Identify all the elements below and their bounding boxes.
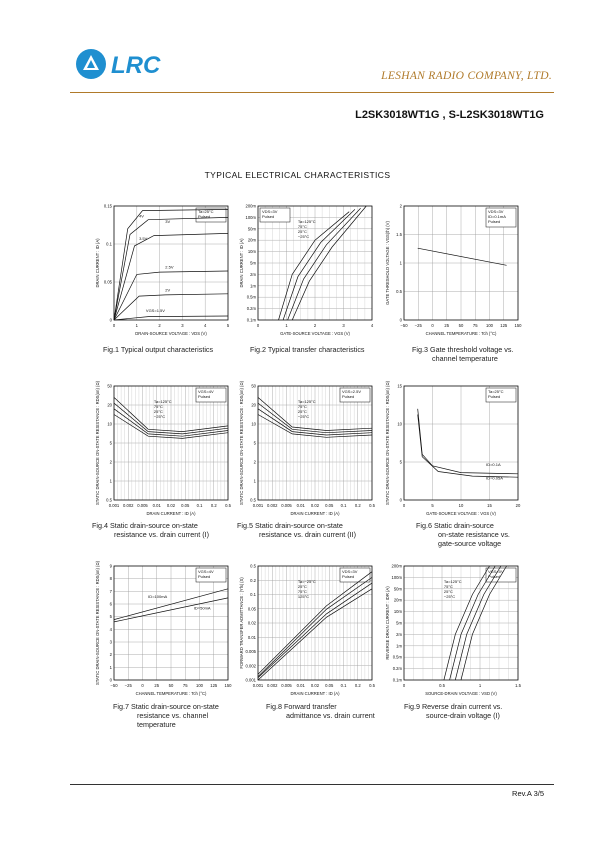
legend-entry: VGS=0V [488,569,504,574]
x-tick-label: 0.05 [325,503,334,508]
x-tick-label: 0.5 [369,683,375,688]
x-tick-label: 0 [256,323,260,328]
x-tick-label: 0.005 [281,683,292,688]
x-tick-label: 0.5 [225,503,231,508]
x-axis-label: CHANNEL TEMPERATURE : Tch (°C) [425,331,497,336]
fig5-chart [236,380,386,525]
y-tick-label: 0.5 [396,289,402,294]
legend-entry: Ta=25°C [198,209,214,214]
curve-label: 25°C [297,584,307,590]
curve-label: 75°C [297,404,307,410]
company-name: LESHAN RADIO COMPANY, LTD. [381,70,552,82]
x-tick-label: 50 [168,683,174,688]
y-tick-label: 200m [391,563,402,569]
x-tick-label: 4 [370,323,374,328]
x-tick-label: 150 [224,683,232,688]
y-tick-label: 0.1 [106,241,112,247]
fig9-caption: Fig.9 Reverse drain current vs. source-drain voltage (I) [404,702,503,720]
fig7-svg [92,560,242,705]
curve-label: 75°C [297,224,307,230]
curve-label: −25°C [443,594,456,600]
curve-label: Ta=125°C [297,219,316,225]
y-tick-label: 10m [393,609,402,615]
curve-label: 3V [165,219,171,225]
y-tick-label: 1 [109,478,112,484]
x-tick-label: 0.002 [123,503,134,508]
x-tick-label: 125 [210,683,218,688]
curve-label: −25°C [153,414,166,420]
x-tick-label: −25 [414,323,422,328]
x-tick-label: 3 [181,323,184,328]
x-tick-label: 0.01 [296,683,305,688]
y-tick-label: 0.05 [103,279,112,285]
x-tick-label: 125 [500,323,508,328]
x-tick-label: 0.5 [369,503,375,508]
x-tick-label: 0.02 [166,503,176,508]
x-tick-label: 5 [226,323,230,328]
legend-entry: Pulsed [342,394,355,399]
y-tick-label: 0.2 [250,577,256,583]
x-axis-label: SOURCE-DRAIN VOLTAGE : VSD (V) [425,691,497,696]
x-axis-label: GATE-SOURCE VOLTAGE : VGS (V) [280,331,350,336]
x-tick-label: −50 [110,683,118,688]
x-tick-label: 20 [515,503,521,508]
y-axis-label: FORWARD TRANSFER ADMITTANCE : |Yfs| (S) [239,577,244,669]
legend-entry: Pulsed [198,214,211,219]
x-tick-label: 5 [431,503,434,508]
legend-entry: Pulsed [342,574,355,579]
y-tick-label: 1 [253,478,256,484]
curve-line [418,248,507,265]
y-tick-label: 50m [393,586,402,592]
y-tick-label: 0.001 [245,677,256,683]
x-tick-label: 75 [182,683,188,688]
y-tick-label: 0.5 [106,497,112,503]
fig1-chart [92,200,242,345]
y-tick-label: 0 [109,677,112,683]
y-tick-label: 0 [109,317,112,323]
section-title: TYPICAL ELECTRICAL CHARACTERISTICS [204,170,391,180]
y-tick-label: 20 [107,402,112,408]
x-tick-label: 50 [458,323,464,328]
x-tick-label: 75 [472,323,478,328]
legend-entry: Pulsed [198,394,211,399]
y-tick-label: 0.002 [245,663,256,669]
y-tick-label: 15 [397,383,402,389]
y-tick-label: 0.1m [392,677,402,683]
y-tick-label: 0.15 [103,203,112,209]
legend-entry: VDS=3V [488,209,504,214]
curve-label: −25°C [297,414,310,420]
y-tick-label: 2m [396,631,402,637]
fig5-caption: Fig.5 Static drain-source on-state resistance vs. drain current (II) [237,521,357,539]
x-tick-label: 1 [285,323,288,328]
curve-label: Ta=125°C [297,399,316,405]
curve-label: VGS=1.5V [145,308,165,314]
curve-line [114,271,228,320]
fig6-svg [382,380,532,525]
legend-entry: Ta=25°C [488,389,504,394]
x-tick-label: 0 [431,323,434,328]
y-tick-label: 0.5m [246,294,256,300]
curve-label: 25°C [153,409,163,415]
x-tick-label: 0.001 [252,683,264,688]
y-tick-label: 0.5 [250,563,256,569]
curve-line [279,212,350,320]
y-tick-label: 10m [247,249,256,255]
x-tick-label: 0.1 [340,683,347,688]
x-axis-label: DRAIN CURRENT : ID (A) [290,691,340,696]
x-tick-label: 0.005 [281,503,292,508]
curve-label: 25°C [297,229,307,235]
x-tick-label: 0.5 [439,683,445,688]
x-tick-label: 0.01 [296,503,305,508]
fig1-svg [92,200,242,345]
y-tick-label: 2 [109,459,112,465]
lrc-logo [74,46,184,82]
y-tick-label: 5m [396,620,402,626]
curve-label: −25°C [297,234,310,240]
x-tick-label: 2 [158,323,161,328]
y-tick-label: 0.005 [245,649,256,654]
y-tick-label: 0.5 [250,497,256,503]
fig3-svg [382,200,532,345]
x-tick-label: 2 [313,323,317,328]
x-tick-label: 0 [402,683,406,688]
y-tick-label: 2 [253,459,256,465]
y-tick-label: 0.05 [247,606,256,612]
fig3-chart [382,200,532,345]
x-axis-label: DRAIN-SOURCE VOLTAGE : VDS (V) [135,331,207,336]
y-tick-label: 20m [393,597,402,603]
y-tick-label: 6 [109,601,112,607]
curve-label: Ta=125°C [153,399,172,405]
page-revision: Rev.A 3/5 [512,789,544,798]
y-tick-label: 20m [247,237,256,243]
y-axis-label: DRAIN CURRENT : ID (A) [95,238,100,288]
fig7-chart [92,560,242,705]
y-tick-label: 1m [396,643,402,649]
y-axis-label: REVERSE DRAIN CURRENT : IDR (A) [385,586,390,660]
y-tick-label: 2 [109,652,112,658]
y-tick-label: 0.2m [392,666,402,672]
x-tick-label: 10 [458,503,464,508]
y-tick-label: 5 [399,459,402,465]
curve-label: 4V [139,213,144,219]
y-tick-label: 5 [109,440,112,446]
plot-frame [114,206,228,320]
y-tick-label: 1 [109,664,112,670]
x-tick-label: 25 [154,683,160,688]
fig8-svg [236,560,386,705]
y-tick-label: 0.1 [250,592,256,597]
x-axis-label: DRAIN CURRENT : ID (A) [146,511,196,516]
curve-label: ID=0.05A [486,475,503,481]
curve-label: ID=0.1A [486,461,501,467]
y-axis-label: STATIC DRAIN-SOURCE ON-STATE RESISTANCE : RDS(on) (Ω) [95,381,100,505]
fig8-caption: Fig.8 Forward transfer admittance vs. drain current [266,702,375,720]
x-tick-label: 1 [478,683,482,688]
curve-label: 75°C [443,584,453,590]
fig9-svg [382,560,532,705]
y-tick-label: 0.01 [247,634,256,640]
x-tick-label: 0.1 [340,503,347,508]
x-axis-label: DRAIN CURRENT : ID (A) [290,511,340,516]
logo-text: LRC [111,52,161,79]
x-tick-label: 1.5 [515,683,521,688]
fig6-chart [382,380,532,525]
fig6-caption: Fig.6 Static drain-source on-state resistance vs. gate-source voltage [416,521,510,548]
x-tick-label: −50 [400,323,408,328]
y-tick-label: 10 [107,421,112,427]
x-tick-label: 0 [112,323,116,328]
x-tick-label: 100 [196,683,203,688]
x-tick-label: 0.001 [252,503,264,508]
legend-entry: Pulsed [488,394,501,399]
fig8-chart [236,560,386,705]
y-tick-label: 100m [245,214,256,220]
y-axis-label: DRAIN CURRENT : ID (A) [239,238,244,288]
x-tick-label: 0.002 [267,503,278,508]
y-tick-label: 100m [391,574,402,580]
y-tick-label: 4 [109,626,112,632]
x-tick-label: 0.02 [310,683,320,688]
x-tick-label: 100 [486,323,493,328]
x-tick-label: 25 [444,323,450,328]
x-tick-label: 0.1 [196,503,203,508]
x-tick-label: 0.002 [267,683,278,688]
legend-entry: ID=0.1mA [488,214,506,219]
y-tick-label: 0.5m [392,654,402,660]
y-tick-label: 5m [250,260,256,266]
y-tick-label: 1 [399,260,402,266]
x-tick-label: 0 [402,503,406,508]
y-tick-label: 5 [253,440,256,446]
curve-label: Ta=125°C [443,579,462,585]
legend-entry: VDS=3V [262,209,278,214]
y-axis-label: STATIC DRAIN-SOURCE ON-STATE RESISTANCE : RDS(on) (Ω) [385,381,390,505]
fig4-svg [92,380,242,525]
fig5-svg [236,380,386,525]
y-tick-label: 2 [399,203,402,209]
fig1-caption: Fig.1 Typical output characteristics [103,345,214,354]
x-tick-label: 0.2 [354,503,361,508]
legend-entry: Pulsed [262,214,275,219]
legend-entry: VGS=4V [198,569,214,574]
curve-label: 25°C [443,589,453,595]
y-axis-label: STATIC DRAIN-SOURCE ON-STATE RESISTANCE : RDS(on) (Ω) [239,381,244,505]
y-tick-label: 200m [245,203,256,209]
curve-label: 125°C [297,594,310,600]
y-tick-label: 9 [109,563,112,569]
y-tick-label: 10 [251,421,256,427]
x-tick-label: 0.01 [152,503,161,508]
x-tick-label: 0.2 [210,503,217,508]
fig4-chart [92,380,242,525]
curve-label: Ta=−25°C [297,579,316,585]
y-tick-label: 2m [250,271,256,277]
y-tick-label: 10 [397,421,402,427]
fig9-chart [382,560,532,705]
legend-entry: Pulsed [488,574,501,579]
y-tick-label: 50 [107,383,112,389]
x-tick-label: 0.001 [108,503,120,508]
fig2-svg [236,200,386,345]
curve-label: 25°C [297,409,307,415]
fig2-caption: Fig.2 Typical transfer characteristics [250,345,365,354]
curve-label: ID=100mA [148,593,168,599]
x-tick-label: 0.05 [325,683,334,688]
y-tick-label: 50 [251,383,256,389]
x-axis-label: GATE-SOURCE VOLTAGE : VGS (V) [426,511,496,516]
y-tick-label: 5 [109,614,112,620]
curve-line [418,409,518,474]
header-rule [70,92,554,93]
y-tick-label: 0.2m [246,306,256,312]
x-tick-label: 0 [141,683,144,688]
x-tick-label: 1 [135,323,138,328]
legend-entry: VGS=4V [198,389,214,394]
x-tick-label: −25 [124,683,132,688]
curve-line [114,233,228,320]
x-tick-label: 15 [487,503,492,508]
x-tick-label: 0.05 [181,503,190,508]
x-tick-label: 3 [342,323,345,328]
x-tick-label: 150 [514,323,522,328]
legend-entry: Pulsed [198,574,211,579]
legend-entry: VGS=2.5V [342,389,362,394]
legend-entry: VDS=3V [342,569,358,574]
y-tick-label: 3 [109,639,112,645]
y-tick-label: 7 [109,588,112,594]
x-tick-label: 4 [204,323,207,328]
x-tick-label: 0.2 [354,683,361,688]
y-tick-label: 0.1m [246,317,256,323]
fig7-caption: Fig.7 Static drain-source on-state resistance vs. channel temperature [113,702,219,729]
fig3-caption: Fig.3 Gate threshold voltage vs. channel temperature [412,345,514,363]
y-tick-label: 0 [399,497,402,503]
y-axis-label: STATIC DRAIN-SOURCE ON-STATE RESISTANCE : RDS(on) (Ω) [95,561,100,685]
y-tick-label: 0 [399,317,402,323]
curve-label: 3.5V [139,236,148,242]
x-tick-label: 0.005 [137,503,148,508]
curve-label: 75°C [297,589,307,595]
curve-label: 2.5V [165,264,174,270]
curve-label: 75°C [153,404,163,410]
y-axis-label: GATE THRESHOLD VOLTAGE : VGS(th) (V) [385,221,390,305]
fig2-chart [236,200,386,345]
x-axis-label: CHANNEL TEMPERATURE : Tch (°C) [135,691,207,696]
footer-rule [70,784,554,785]
y-tick-label: 8 [109,576,112,582]
y-tick-label: 1m [250,283,256,289]
y-tick-label: 50m [247,226,256,232]
y-tick-label: 0.02 [247,620,256,626]
x-tick-label: 0.02 [310,503,320,508]
y-tick-label: 1.5 [396,232,402,237]
y-tick-label: 20 [251,402,256,408]
fig4-caption: Fig.4 Static drain-source on-state resistance vs. drain current (I) [92,521,210,539]
curve-label: 2V [165,287,171,293]
curve-label: ID=50mA [193,605,211,611]
curve-line [114,316,228,320]
part-number: L2SK3018WT1G , S-L2SK3018WT1G [355,109,544,121]
legend-entry: Pulsed [488,219,501,224]
